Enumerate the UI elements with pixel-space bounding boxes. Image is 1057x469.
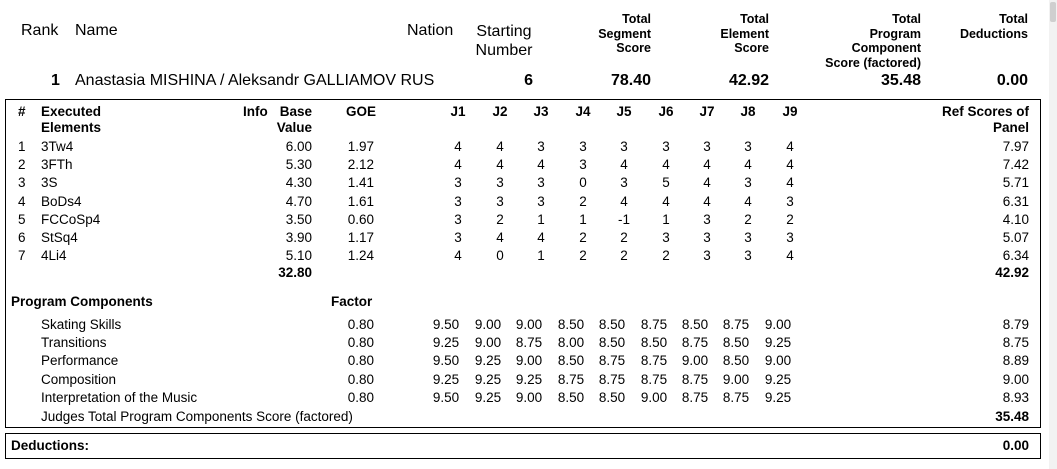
judge-2-component-score: 9.25 <box>474 353 502 369</box>
judge-7-goe: 3 <box>703 139 711 154</box>
element-ref-score: 5.07 <box>1002 230 1029 245</box>
executed-elements-header: Executed Elements <box>41 104 102 135</box>
judge-2-goe: 0 <box>496 248 504 264</box>
element-ref-score: 6.31 <box>1002 193 1029 209</box>
judge-4-goe: 2 <box>579 248 587 264</box>
judge-3-goe: 1 <box>537 248 545 264</box>
component-name: Performance <box>41 353 119 369</box>
element-goe: 1.97 <box>347 139 374 154</box>
judge-3-component-score: 8.75 <box>515 335 543 351</box>
component-factor: 0.80 <box>347 317 374 332</box>
element-name: 3FTh <box>41 157 73 173</box>
element-goe: 2.12 <box>347 157 374 173</box>
judge-8-goe: 2 <box>744 211 752 227</box>
judge-4-goe: 1 <box>579 211 587 227</box>
vertical-scrollbar[interactable] <box>1049 0 1057 469</box>
judge-2-component-score: 9.00 <box>474 317 502 332</box>
deductions-box <box>5 433 1041 459</box>
judge-1-goe: 3 <box>454 193 462 209</box>
element-base-value: 4.70 <box>285 193 312 209</box>
judge-6-component-score: 8.75 <box>640 317 668 332</box>
starting-number: 6 <box>524 72 533 89</box>
judge-9-goe: 4 <box>786 157 794 173</box>
component-factor: 0.80 <box>347 353 374 369</box>
judge-6-component-score: 9.00 <box>640 389 668 405</box>
starting-number-header: Starting Number <box>475 23 533 59</box>
element-base-value: 5.30 <box>285 157 312 173</box>
judge-6-goe: 4 <box>662 157 670 173</box>
segment-score: 78.40 <box>610 72 651 89</box>
judge-6-component-score: 8.75 <box>640 353 668 369</box>
judge-3-component-score: 9.00 <box>515 353 543 369</box>
judge-8-component-score: 8.75 <box>722 317 750 332</box>
judge-9-goe: 3 <box>786 230 794 245</box>
element-ref-score: 4.10 <box>1002 211 1029 227</box>
element-goe: 1.41 <box>347 175 374 191</box>
judge-5-goe: 2 <box>620 248 628 264</box>
judge-header-2: J2 <box>492 104 508 119</box>
deductions-value: 0.00 <box>1002 438 1029 453</box>
goe-header: GOE <box>346 104 377 119</box>
judge-4-goe: 2 <box>579 193 587 209</box>
judge-7-component-score: 9.00 <box>681 353 709 369</box>
element-number: 5 <box>18 211 26 227</box>
judge-2-goe: 4 <box>496 139 504 154</box>
judge-9-goe: 4 <box>786 175 794 191</box>
component-ref-score: 8.75 <box>1002 335 1029 351</box>
judge-header-3: J3 <box>533 104 549 119</box>
element-ref-total: 42.92 <box>995 265 1029 280</box>
component-ref-score: 9.00 <box>1002 371 1029 387</box>
judge-7-goe: 4 <box>703 157 711 173</box>
skater-rank: 1 <box>51 72 60 89</box>
judge-8-goe: 3 <box>744 139 752 154</box>
element-number: 4 <box>18 193 26 209</box>
component-name: Transitions <box>41 335 107 351</box>
judge-8-goe: 3 <box>744 248 752 264</box>
judge-3-goe: 1 <box>537 211 545 227</box>
judge-7-goe: 3 <box>703 230 711 245</box>
judge-3-goe: 3 <box>537 193 545 209</box>
component-ref-score: 8.79 <box>1002 317 1029 332</box>
judge-4-component-score: 8.50 <box>557 317 585 332</box>
total-deductions: 0.00 <box>996 72 1028 89</box>
element-number: 2 <box>18 157 26 173</box>
judge-2-component-score: 9.00 <box>474 335 502 351</box>
judge-4-component-score: 8.00 <box>557 335 585 351</box>
judge-7-component-score: 8.50 <box>681 317 709 332</box>
judge-7-goe: 3 <box>703 248 711 264</box>
skater-name: Anastasia MISHINA / Aleksandr GALLIAMOV RUS <box>75 72 435 89</box>
judge-1-goe: 3 <box>454 175 462 191</box>
judge-5-goe: 4 <box>620 193 628 209</box>
component-ref-score: 8.93 <box>1002 389 1029 405</box>
factor-header: Factor <box>331 294 373 309</box>
judge-8-goe: 4 <box>744 157 752 173</box>
judge-3-goe: 4 <box>537 157 545 173</box>
judge-8-goe: 3 <box>744 175 752 191</box>
judge-2-goe: 4 <box>496 157 504 173</box>
judge-4-component-score: 8.75 <box>557 371 585 387</box>
judge-1-goe: 4 <box>454 248 462 264</box>
ref-scores-header: Ref Scores of Panel <box>941 104 1029 135</box>
judge-6-goe: 3 <box>662 139 670 154</box>
judge-4-goe: 0 <box>579 175 587 191</box>
judge-5-component-score: 8.75 <box>598 353 626 369</box>
element-score-header: Total Element Score <box>720 12 769 55</box>
judge-1-component-score: 9.50 <box>432 353 460 369</box>
element-ref-score: 7.97 <box>1002 139 1029 154</box>
name-header: Name <box>75 22 118 39</box>
judge-8-component-score: 8.50 <box>722 353 750 369</box>
judge-2-goe: 3 <box>496 175 504 191</box>
judge-6-component-score: 8.75 <box>640 371 668 387</box>
judge-3-component-score: 9.00 <box>515 389 543 405</box>
judge-4-component-score: 8.50 <box>557 353 585 369</box>
judge-3-goe: 4 <box>537 230 545 245</box>
judge-5-goe: -1 <box>617 211 630 227</box>
element-goe: 1.17 <box>347 230 374 245</box>
element-ref-score: 7.42 <box>1002 157 1029 173</box>
judge-9-component-score: 9.00 <box>764 353 792 369</box>
judge-9-goe: 2 <box>786 211 794 227</box>
info-header: Info <box>243 104 268 119</box>
rank-header: Rank <box>21 22 59 39</box>
base-value-total: 32.80 <box>278 265 312 280</box>
judge-9-goe: 4 <box>786 139 794 154</box>
judge-9-component-score: 9.25 <box>764 335 792 351</box>
judge-6-goe: 5 <box>662 175 670 191</box>
judge-2-goe: 2 <box>496 211 504 227</box>
judge-7-goe: 4 <box>703 175 711 191</box>
judge-header-6: J6 <box>658 104 674 119</box>
component-name: Skating Skills <box>41 317 122 332</box>
element-name: 3S <box>41 175 58 191</box>
element-number: 7 <box>18 248 26 264</box>
base-value-header: Base Value <box>276 104 312 135</box>
element-name: FCCoSp4 <box>41 211 101 227</box>
judge-7-goe: 3 <box>703 211 711 227</box>
element-name: BoDs4 <box>41 193 82 209</box>
judge-6-goe: 2 <box>662 248 670 264</box>
element-base-value: 3.90 <box>285 230 312 245</box>
judge-9-component-score: 9.25 <box>764 371 792 387</box>
element-goe: 1.24 <box>347 248 374 264</box>
judge-7-goe: 4 <box>703 193 711 209</box>
judge-3-component-score: 9.25 <box>515 371 543 387</box>
element-base-value: 6.00 <box>285 139 312 154</box>
judge-2-component-score: 9.25 <box>474 371 502 387</box>
component-name: Composition <box>41 371 117 387</box>
judge-header-1: J1 <box>450 104 466 119</box>
judge-8-goe: 4 <box>744 193 752 209</box>
element-number-header: # <box>18 104 26 119</box>
segment-score-header: Total Segment Score <box>598 12 651 55</box>
pcs-total-label: Judges Total Program Components Score (factored) <box>41 409 353 424</box>
judge-8-component-score: 8.75 <box>722 389 750 405</box>
deductions-label: Deductions: <box>11 438 90 453</box>
judge-1-component-score: 9.25 <box>432 371 460 387</box>
element-ref-score: 5.71 <box>1002 175 1029 191</box>
element-base-value: 3.50 <box>285 211 312 227</box>
judge-5-goe: 2 <box>620 230 628 245</box>
judge-1-goe: 3 <box>454 230 462 245</box>
judge-7-component-score: 8.75 <box>681 335 709 351</box>
element-name: 4Li4 <box>41 248 67 264</box>
judge-5-goe: 3 <box>620 175 628 191</box>
pcs-total-value: 35.48 <box>995 409 1029 424</box>
judge-8-component-score: 9.00 <box>722 371 750 387</box>
judge-1-component-score: 9.25 <box>432 335 460 351</box>
scrollbar-thumb[interactable] <box>1050 2 1056 22</box>
program-component-score-header: Total Program Component Score (factored) <box>825 12 921 70</box>
pcs-score: 35.48 <box>880 72 921 89</box>
judge-3-goe: 3 <box>537 175 545 191</box>
judge-header-5: J5 <box>616 104 632 119</box>
element-ref-score: 6.34 <box>1002 248 1029 264</box>
nation-header: Nation <box>407 22 454 39</box>
judge-1-component-score: 9.50 <box>432 317 460 332</box>
judge-1-goe: 3 <box>454 211 462 227</box>
judge-2-component-score: 9.25 <box>474 389 502 405</box>
judge-5-goe: 4 <box>620 157 628 173</box>
element-goe: 1.61 <box>347 193 374 209</box>
judge-7-component-score: 8.75 <box>681 371 709 387</box>
judge-6-goe: 4 <box>662 193 670 209</box>
element-base-value: 5.10 <box>285 248 312 264</box>
component-ref-score: 8.89 <box>1002 353 1029 369</box>
judge-4-component-score: 8.50 <box>557 389 585 405</box>
judge-5-component-score: 8.50 <box>598 335 626 351</box>
judge-9-component-score: 9.25 <box>764 389 792 405</box>
component-factor: 0.80 <box>347 335 374 351</box>
element-name: StSq4 <box>41 230 78 245</box>
judge-header-7: J7 <box>699 104 715 119</box>
component-factor: 0.80 <box>347 389 374 405</box>
element-goe: 0.60 <box>347 211 374 227</box>
judge-9-goe: 3 <box>786 193 794 209</box>
program-components-title: Program Components <box>11 294 153 309</box>
component-name: Interpretation of the Music <box>41 389 198 405</box>
judge-5-component-score: 8.50 <box>598 317 626 332</box>
judge-8-goe: 3 <box>744 230 752 245</box>
judge-5-component-score: 8.75 <box>598 371 626 387</box>
judge-9-component-score: 9.00 <box>764 317 792 332</box>
judge-3-goe: 3 <box>537 139 545 154</box>
element-base-value: 4.30 <box>285 175 312 191</box>
element-name: 3Tw4 <box>41 139 74 154</box>
element-score: 42.92 <box>728 72 769 89</box>
element-number: 3 <box>18 175 26 191</box>
judge-3-component-score: 9.00 <box>515 317 543 332</box>
deductions-header: Total Deductions <box>959 12 1028 41</box>
judge-4-goe: 3 <box>579 157 587 173</box>
judge-8-component-score: 8.50 <box>722 335 750 351</box>
element-number: 1 <box>18 139 26 154</box>
element-number: 6 <box>18 230 26 245</box>
judge-5-component-score: 8.50 <box>598 389 626 405</box>
judge-1-goe: 4 <box>454 157 462 173</box>
judge-7-component-score: 8.75 <box>681 389 709 405</box>
judge-9-goe: 4 <box>786 248 794 264</box>
judge-5-goe: 3 <box>620 139 628 154</box>
judge-2-goe: 3 <box>496 193 504 209</box>
judge-1-goe: 4 <box>454 139 462 154</box>
judge-header-9: J9 <box>782 104 798 119</box>
judge-header-8: J8 <box>740 104 756 119</box>
component-factor: 0.80 <box>347 371 374 387</box>
judge-4-goe: 2 <box>579 230 587 245</box>
judge-4-goe: 3 <box>579 139 587 154</box>
judge-1-component-score: 9.50 <box>432 389 460 405</box>
judge-6-goe: 1 <box>662 211 670 227</box>
judge-2-goe: 4 <box>496 230 504 245</box>
judge-6-component-score: 8.50 <box>640 335 668 351</box>
judge-header-4: J4 <box>575 104 591 119</box>
judge-6-goe: 3 <box>662 230 670 245</box>
